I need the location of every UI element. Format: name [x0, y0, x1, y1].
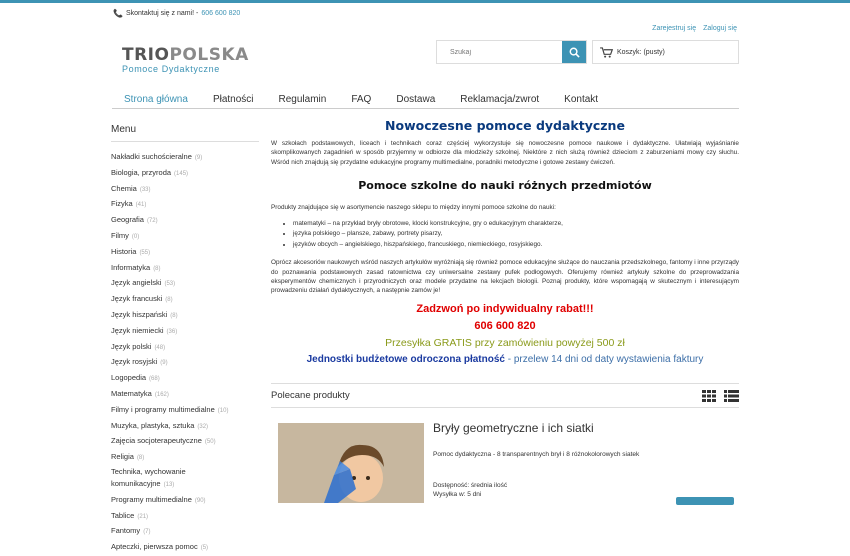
category-item[interactable]: Programy multimedialne (90)	[111, 494, 206, 504]
nav-faq[interactable]: FAQ	[351, 94, 372, 105]
logo-tagline: Pomoce Dydaktyczne	[122, 64, 220, 74]
category-item[interactable]: Język angielski (53)	[111, 278, 176, 288]
nav-home[interactable]: Strona główna	[124, 94, 188, 105]
category-item[interactable]: Informatyka (8)	[111, 262, 161, 272]
promo-discount: Zadzwoń po indywidualny rabat!!!	[416, 302, 594, 315]
category-item[interactable]: Matematyka (162)	[111, 388, 169, 398]
category-item[interactable]: Filmy i programy multimedialne (10)	[111, 404, 229, 414]
nav-payments[interactable]: Płatności	[212, 94, 254, 105]
category-item[interactable]: Religia (8)	[111, 452, 145, 462]
promo-phone: 606 600 820	[474, 319, 536, 332]
site-logo[interactable]	[122, 46, 249, 74]
list-item: • matematyki – na przykład bryły obrotowe, klocki konstrukcyjne, gry o edukacyjnym charakterze,	[293, 219, 739, 230]
register-link[interactable]: Zarejestruj się	[652, 25, 697, 32]
grid-view-icon[interactable]	[702, 390, 716, 402]
category-item[interactable]: Filmy (0)	[111, 230, 140, 240]
cart-icon	[600, 47, 613, 58]
sidebar-title: Menu	[111, 124, 259, 142]
list-item: • języków obcych – angielskiego, hiszpańskiego, francuskiego, niemieckiego, rosyjskiego.	[293, 240, 739, 251]
category-item[interactable]: Chemia (33)	[111, 183, 151, 193]
search-bar	[436, 40, 587, 64]
add-to-cart-button[interactable]	[676, 497, 734, 505]
promo-budget-payment: Jednostki budżetowe odroczona płatność - przelew 14 dni od daty wystawienia faktury	[306, 353, 704, 365]
product-availability	[433, 481, 507, 499]
account-links	[652, 25, 737, 32]
category-item[interactable]: Historia (55)	[111, 246, 151, 256]
featured-products-header	[271, 383, 739, 408]
login-link[interactable]: Zaloguj się	[703, 25, 737, 32]
category-item[interactable]: Zajęcia socjoterapeutyczne (50)	[111, 436, 216, 446]
category-item[interactable]: Nakładki suchościeralne (9)	[111, 152, 203, 161]
product-title-link[interactable]: Bryły geometryczne i ich siatki	[433, 421, 594, 435]
product-photo	[278, 423, 424, 503]
nav-terms[interactable]: Regulamin	[278, 94, 327, 105]
nav-contact[interactable]: Kontakt	[564, 94, 599, 105]
search-icon	[569, 47, 580, 58]
phone-icon: 📞	[113, 9, 123, 18]
product-description: Pomoc dydaktyczna - 8 transparentnych brył i 8 różnokolorowych siatek	[433, 451, 640, 458]
shipping-time-text: Wysyłka w: 5 dni	[433, 491, 482, 498]
contact-label: Skontaktuj się z nami! -	[125, 10, 199, 17]
contact-phone-link[interactable]: 606 600 820	[201, 10, 241, 17]
category-item[interactable]: Apteczki, pierwsza pomoc (5)	[111, 542, 209, 552]
page-title: Nowoczesne pomoce dydaktyczne	[385, 118, 625, 133]
category-item[interactable]: Język francuski (8)	[111, 294, 173, 304]
outro-paragraph: Oprócz akcesoriów naukowych wśród naszych artykułów wyróżniają się również pomoce edukacyjne służące do nauczania przedszkolnego, fantomy i inne przyrządy do poznawania podstawowych zasad ratownictwa czy uniwersalne zestawy pufek podłogowych. Oferujemy również artykuły szkolne do przeprowadzania eksperymentów chemicznych i przyrodniczych oraz modele przydatne na lekcjach biologii. Poznaj produkty, które wspomagają w skutecznym i interesującym prowadzeniu działań dydaktycznych, a następnie zamów je!	[271, 259, 739, 295]
category-item[interactable]: Logopedia (68)	[111, 373, 160, 383]
cart-label: Koszyk: (pusty)	[617, 48, 665, 56]
nav-delivery[interactable]: Dostawa	[396, 94, 436, 105]
top-accent-bar	[0, 0, 850, 3]
view-toggle	[702, 390, 739, 402]
list-item: • języka polskiego – plansze, zabawy, portrety pisarzy,	[293, 229, 739, 240]
category-item[interactable]: Język hiszpański (8)	[111, 309, 178, 319]
nav-returns[interactable]: Reklamacja/zwrot	[460, 94, 540, 105]
list-intro: Produkty znajdujące się w asortymencie naszego sklepu to między innymi pomoce szkolne do nauki:	[271, 204, 556, 212]
category-item[interactable]: Tablice (21)	[111, 510, 149, 520]
contact-info	[113, 9, 240, 18]
subject-list	[271, 219, 739, 251]
category-item[interactable]: Fantomy (7)	[111, 526, 151, 536]
section-heading: Pomoce szkolne do nauki różnych przedmiotów	[358, 179, 652, 193]
list-view-icon[interactable]	[724, 390, 739, 402]
category-item[interactable]: Fizyka (41)	[111, 199, 147, 209]
featured-title: Polecane produkty	[271, 390, 350, 401]
sidebar-menu	[111, 124, 259, 556]
category-item[interactable]: Muzyka, plastyka, sztuka (32)	[111, 420, 209, 430]
intro-paragraph: W szkołach podstawowych, liceach i technikach coraz częściej wykorzystuje się nowoczesne pomoce naukowe i dydaktyczne. Ułatwiają wyjaśnianie skomplikowanych zagadnień w sposób przyjemny w odbiorze dla młodzieży szkolnej. Niektóre z nich służą również dzieciom z zaburzeniami mowy czy słuchu. Wśród nich znajdują się przydatne edukacyjne programy multimedialne, poradniki metodyczne i gotowe zestawy ćwiczeń.	[271, 140, 739, 166]
search-input[interactable]	[437, 41, 562, 63]
category-item[interactable]: Biologia, przyroda (145)	[111, 167, 189, 177]
main-content	[271, 118, 739, 365]
availability-text: Dostępność: średnia ilość	[433, 482, 508, 489]
category-item[interactable]: Język rosyjski (9)	[111, 357, 168, 367]
category-item[interactable]: Technika, wychowanie komunikacyjne (13)	[111, 466, 186, 489]
logo-text-trio: TRIO	[122, 45, 170, 65]
promo-free-shipping: Przesyłka GRATIS przy zamówieniu powyżej 500 zł	[385, 336, 625, 349]
main-nav	[112, 89, 739, 109]
product-image[interactable]	[278, 423, 424, 503]
category-item[interactable]: Język polski (48)	[111, 341, 166, 351]
category-item[interactable]: Język niemiecki (36)	[111, 325, 178, 335]
logo-text-polska: POLSKA	[169, 45, 249, 65]
cart-button[interactable]	[592, 40, 739, 64]
search-button[interactable]	[562, 41, 586, 63]
category-item[interactable]: Geografia (72)	[111, 215, 158, 225]
